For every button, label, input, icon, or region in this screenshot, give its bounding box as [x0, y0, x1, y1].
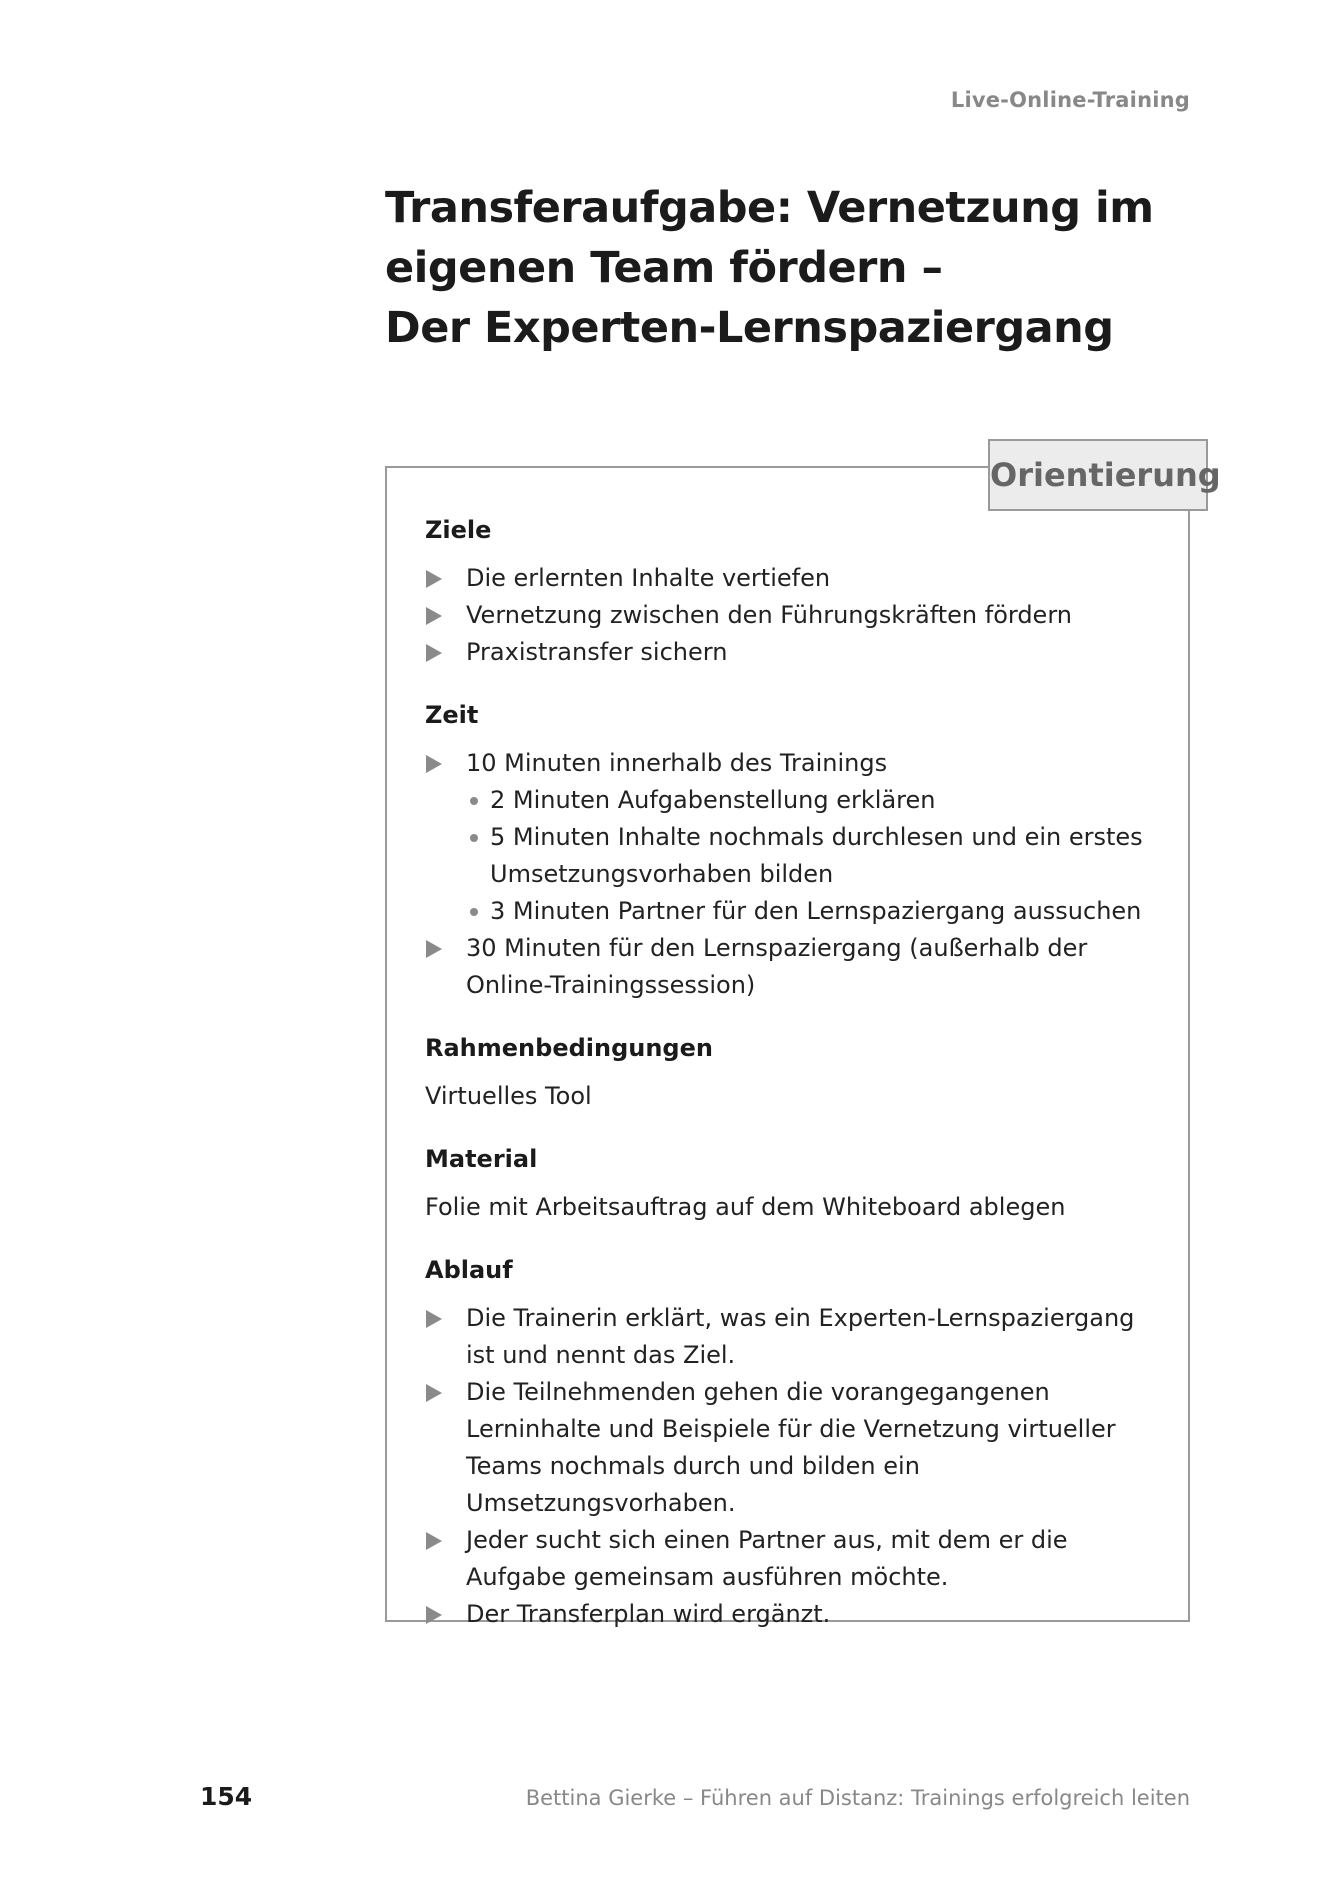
list-item: [425, 1596, 1165, 1633]
list-item: [425, 1300, 1165, 1374]
list-item-text: Die Teilnehmenden gehen die vorangegangenen Lerninhalte und Beispiele für die Vernetzung virtueller Teams nochmals durch und bilden ein Umsetzungsvorhaben.: [466, 1378, 1116, 1517]
triangle-bullet-icon: [426, 940, 442, 958]
list-item: [425, 745, 1165, 930]
list-item: [425, 597, 1165, 634]
footer-text: Bettina Gierke – Führen auf Distanz: Trainings erfolgreich leiten: [525, 1786, 1190, 1810]
sub-list-item-text: 2 Minuten Aufgabenstellung erklären: [490, 786, 936, 814]
sub-list-item-text: 5 Minuten Inhalte nochmals durchlesen und ein erstes Umsetzungsvorhaben bilden: [490, 823, 1143, 888]
triangle-bullet-icon: [426, 1310, 442, 1328]
ablauf-list: [425, 1300, 1165, 1633]
orientation-tab: Orientierung: [988, 439, 1208, 511]
zeit-sublist: [466, 782, 1165, 930]
list-item-text: 10 Minuten innerhalb des Trainings: [466, 749, 888, 777]
sub-list-item: [466, 782, 1165, 819]
list-item: [425, 1374, 1165, 1522]
page-title: [385, 178, 1205, 358]
section-heading-rahmenbedingungen: Rahmenbedingungen: [425, 1034, 713, 1062]
triangle-bullet-icon: [426, 755, 442, 773]
ziele-list: [425, 560, 1165, 671]
dot-bullet-icon: [470, 834, 478, 842]
page-title-line: eigenen Team fördern –: [385, 243, 943, 293]
list-item-text: Die erlernten Inhalte vertiefen: [466, 564, 831, 592]
zeit-list: [425, 745, 1165, 1004]
page-number: 154: [200, 1782, 253, 1811]
section-heading-ziele: Ziele: [425, 516, 492, 544]
sub-list-item: [466, 819, 1165, 893]
list-item-text: Vernetzung zwischen den Führungskräften fördern: [466, 601, 1072, 629]
orientation-content: [425, 512, 1165, 1633]
rahmenbedingungen-text: Virtuelles Tool: [425, 1082, 592, 1110]
sub-list-item: [466, 893, 1165, 930]
running-head: Live-Online-Training: [950, 88, 1190, 112]
list-item: [425, 930, 1165, 1004]
list-item: [425, 634, 1165, 671]
sub-list-item-text: 3 Minuten Partner für den Lernspaziergang aussuchen: [490, 897, 1142, 925]
list-item-text: Die Trainerin erklärt, was ein Experten-Lernspaziergang ist und nennt das Ziel.: [466, 1304, 1135, 1369]
dot-bullet-icon: [470, 797, 478, 805]
page-title-line: Der Experten-Lernspaziergang: [385, 303, 1114, 353]
triangle-bullet-icon: [426, 644, 442, 662]
dot-bullet-icon: [470, 908, 478, 916]
section-heading-zeit: Zeit: [425, 701, 479, 729]
section-heading-ablauf: Ablauf: [425, 1256, 513, 1284]
list-item: [425, 560, 1165, 597]
triangle-bullet-icon: [426, 1606, 442, 1624]
list-item: [425, 1522, 1165, 1596]
list-item-text: Der Transferplan wird ergänzt.: [466, 1600, 831, 1628]
list-item-text: Jeder sucht sich einen Partner aus, mit dem er die Aufgabe gemeinsam ausführen möchte.: [466, 1526, 1068, 1591]
list-item-text: Praxistransfer sichern: [466, 638, 728, 666]
page-title-line: Transferaufgabe: Vernetzung im: [385, 183, 1154, 233]
triangle-bullet-icon: [426, 570, 442, 588]
triangle-bullet-icon: [426, 1384, 442, 1402]
section-heading-material: Material: [425, 1145, 538, 1173]
triangle-bullet-icon: [426, 1532, 442, 1550]
triangle-bullet-icon: [426, 607, 442, 625]
material-text: Folie mit Arbeitsauftrag auf dem Whiteboard ablegen: [425, 1193, 1066, 1221]
list-item-text: 30 Minuten für den Lernspaziergang (außerhalb der Online-Trainingssession): [466, 934, 1088, 999]
